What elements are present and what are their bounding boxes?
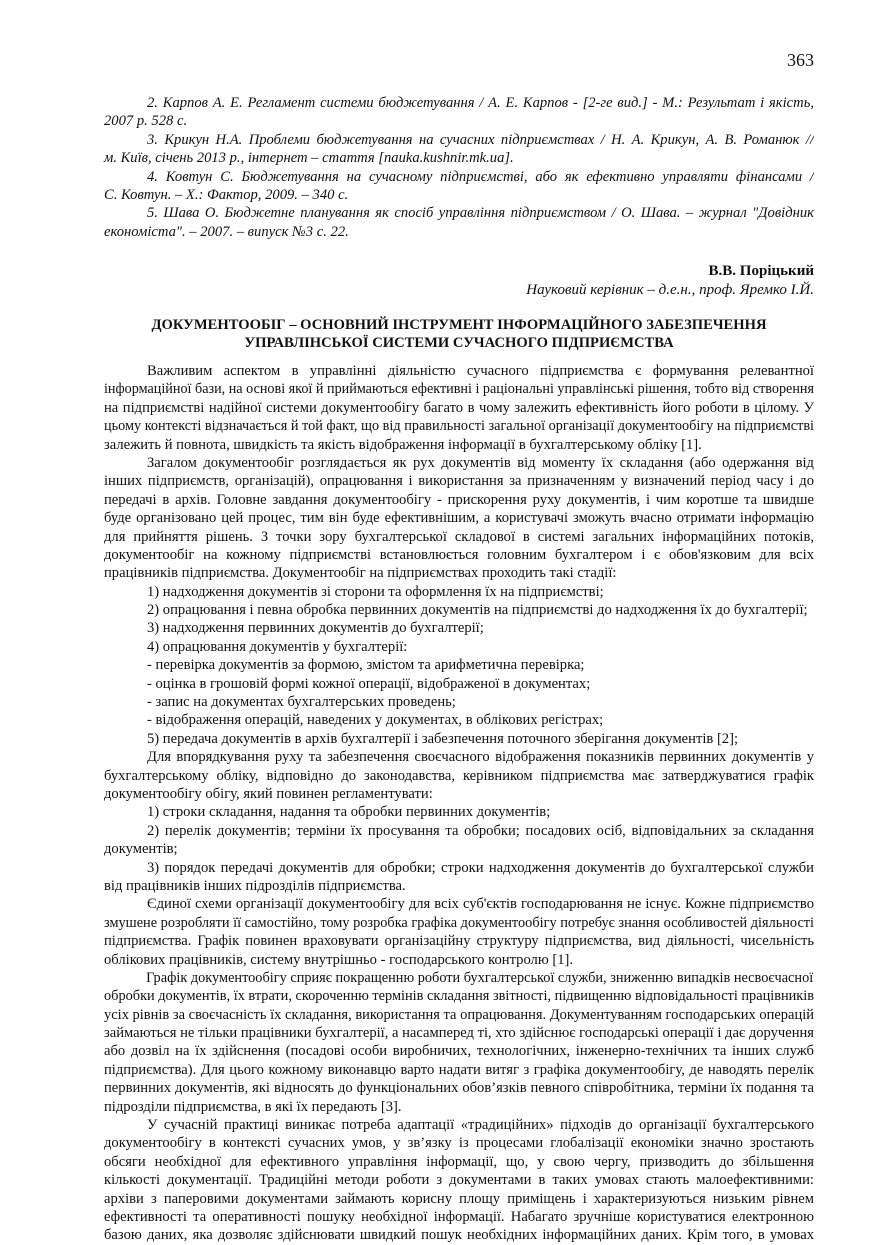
body-text-line: усіх рівнів за своєчасність їх складання, використання та опрацювання. Документуванням господарських операцій bbox=[104, 1006, 814, 1023]
body-text-line: інших підприємств, організацій), опрацювання і використання за призначенням у визначений період часу і до bbox=[104, 473, 814, 490]
body-text-line: бухгалтерському обліку, відповідно до законодавства, керівником підприємства має затверджуватися графік bbox=[104, 767, 814, 784]
body-text-line: документообігу в контексті сучасних умов, у зв’язку із процесами глобалізації економіки значно зростають bbox=[104, 1135, 814, 1152]
body-text-line: Єдиної схеми організації документообігу для всіх суб'єктів господарювання не існує. Кожне підприємство bbox=[147, 896, 814, 913]
reference-line: 2007 р. 528 с. bbox=[104, 113, 188, 130]
body-text-line: документообігу обігу, який повинен регламентувати: bbox=[104, 785, 433, 802]
reference-item bbox=[104, 168, 814, 205]
body-text-line: У сучасній практиці виникає потреба адаптації «традиційних» підходів до організації бухгалтерського bbox=[147, 1117, 814, 1134]
supervisor-line: Науковий керівник – д.е.н., проф. Яремко І.Й. bbox=[526, 282, 814, 298]
body-text-line: від працівників інших підрозділів підприємства. bbox=[104, 877, 406, 894]
body-text-line: інформаційної бази, на основі якої й приймаються ефективні і раціональні управлінські рішення, тобто від створення bbox=[104, 381, 815, 398]
body-text-line: змушене розробляти її самостійно, тому розробка графіка документообігу потребує знання особливостей діяльності bbox=[104, 914, 815, 931]
body-text-line: залежить й повнота, швидкість та якість відображення інформації в бухгалтерському обліку [1]. bbox=[104, 436, 702, 453]
body-text-line: Для впорядкування руху та забезпечення своєчасного відображення показників первинних документів у bbox=[147, 749, 814, 766]
body-text-line: - відображення операцій, наведених у документах, в облікових регістрах; bbox=[147, 712, 604, 729]
body-text-line: 1) строки складання, надання та обробки первинних документів; bbox=[147, 804, 551, 821]
body-text-line: - запис на документах бухгалтерських проведень; bbox=[147, 694, 456, 711]
body-text-line: 4) опрацювання документів у бухгалтерії: bbox=[147, 638, 408, 655]
title-line: УПРАВЛІНСЬКОЇ СИСТЕМИ СУЧАСНОГО ПІДПРИЄМСТВА bbox=[244, 335, 674, 351]
reference-item bbox=[104, 94, 814, 131]
body-text-line: 3) надходження первинних документів до бухгалтерії; bbox=[147, 620, 484, 637]
body-text-line: кількості документації. Традиційні методи роботи з документами в таких умовах стають малоефективними: bbox=[104, 1172, 814, 1189]
body-text-line: Важливим аспектом в управлінні діяльністю сучасного підприємства є формування релевантної bbox=[147, 363, 814, 379]
body-text-line: обробки документів, їх втрати, скороченню термінів складання звітності, підвищенню відповідальності працівників bbox=[104, 988, 815, 1005]
body-text-line: первинних документів, які відносять до функціональних обов’язків певного співробітника, терміни їх подання та bbox=[104, 1080, 814, 1097]
body-text-line: - перевірка документів за формою, змістом та арифметична перевірка; bbox=[147, 657, 585, 674]
body-text-line: цьому контексті відзначається й той факт, що від правильності загальної організації документообігу на підприємстві bbox=[104, 418, 815, 435]
body-text-line: буде організовано цей процес, тим він буде ефективнішим, а користувачі зможуть вчасно отримати інформацію bbox=[104, 510, 814, 527]
page-number: 363 bbox=[787, 50, 814, 70]
body-text-line: або дозвіл на їх здійснення (посадові особи виробничих, технологічних, інженерно-технічних та інших служб bbox=[104, 1043, 814, 1060]
reference-line: економіста". – 2007. – випуск №3 с. 22. bbox=[104, 223, 349, 240]
body-text-line: 3) порядок передачі документів для обробки; строки надходження документів до бухгалтерської служби bbox=[147, 859, 814, 876]
reference-line: С. Ковтун. – Х.: Фактор, 2009. – 340 с. bbox=[104, 186, 349, 203]
body-text-line: займаються не тільки працівники бухгалтерії, а насамперед ті, хто здійснює господарські операції і дає доручення bbox=[104, 1025, 814, 1042]
body-text-line: передачі в архів. Головне завдання документообігу - прискорення руху документів, і чим коротше та швидше bbox=[104, 491, 814, 508]
body-text-line: ефективності та оперативності пошуку необхідної інформації. Набагато зручніше користуватися електронною bbox=[104, 1208, 814, 1225]
body-text-line: працівників підприємства. Документообіг на підприємствах проходить такі стадії: bbox=[104, 565, 617, 582]
body-text-line: Графік документообігу сприяє покращенню роботи бухгалтерської служби, зниженню випадків несвоєчасної bbox=[146, 969, 814, 986]
body-text-line: на підприємстві надійної системи документообігу багато в чому залежить ефективність його роботи в цілому. У bbox=[104, 399, 814, 416]
body-text-line: документів; bbox=[104, 841, 178, 858]
body-text-line: документообіг на кожному підприємстві встановлюється головним бухгалтером і є обов'язковим для всіх bbox=[104, 546, 814, 563]
reference-line: 4. Ковтун С. Бюджетування на сучасному підприємстві, або як ефективно управляти фінансами / bbox=[147, 168, 814, 185]
reference-item bbox=[104, 204, 814, 241]
reference-list bbox=[104, 94, 814, 241]
reference-line: м. Київ, січень 2013 р., інтернет – стаття [nauka.kushnir.mk.ua]. bbox=[104, 150, 514, 167]
reference-line: 3. Крикун Н.А. Проблеми бюджетування на сучасних підприємствах / Н. А. Крикун, А. В. Романюк // bbox=[147, 131, 814, 148]
article-title bbox=[104, 316, 814, 352]
body-text-line: підприємства. Графік повинен враховувати організаційну структуру підприємства, вид діяльності, чисельність bbox=[104, 933, 814, 950]
body-text-line: 2) опрацювання і певна обробка первинних документів на підприємстві до надходження їх до бухгалтерії; bbox=[147, 602, 808, 619]
body-text-line: для прийняття рішень. З точки зору бухгалтерської складової в системі загальних інформаційних потоків, bbox=[104, 528, 814, 545]
body-text-line: Загалом документообіг розглядається як рух документів від моменту їх складання (або одержання від bbox=[147, 454, 814, 471]
article-body bbox=[104, 362, 814, 1245]
body-text-line: 5) передача документів в архів бухгалтерії і забезпечення поточного зберігання документів [2]; bbox=[147, 730, 739, 747]
body-text-line: підрозділи підприємства, в які їх передають [3]. bbox=[104, 1098, 402, 1115]
title-line: ДОКУМЕНТООБІГ – ОСНОВНИЙ ІНСТРУМЕНТ ІНФОРМАЦІЙНОГО ЗАБЕЗПЕЧЕННЯ bbox=[151, 317, 767, 333]
body-text-line: базою даних, яка дозволяє здійснювати швидкий пошук необхідних інформаційних даних. Крім того, в умовах bbox=[104, 1227, 814, 1244]
body-text-line: облікових працівників, систему внутрішньо - господарського контролю [1]. bbox=[104, 951, 574, 968]
body-text-line: підприємства). Для цього кожному виконавцю варто надати витяг з графіка документообігу, де наводять перелік bbox=[104, 1061, 814, 1078]
body-text-line: - оцінка в грошовій формі кожної операції, відображеної в документах; bbox=[147, 675, 591, 692]
body-text-line: 1) надходження документів зі сторони та оформлення їх на підприємстві; bbox=[147, 583, 604, 600]
author-name: В.В. Поріцький bbox=[708, 263, 814, 279]
body-text-line: архіви з паперовими документами займають корисну площу приміщень і характеризуються низьким рівнем bbox=[104, 1190, 814, 1207]
reference-item bbox=[104, 131, 814, 168]
body-text-line: обсяги необхідної для ефективного управління інформації, що, у свою чергу, призводить до збільшення bbox=[104, 1153, 814, 1170]
reference-line: 5. Шава О. Бюджетне планування як спосіб управління підприємством / О. Шава. – журнал "Довідник bbox=[147, 205, 814, 222]
body-text-line: 2) перелік документів; терміни їх просування та обробки; посадових осіб, відповідальних за складання bbox=[147, 822, 814, 839]
author-block bbox=[526, 262, 814, 300]
reference-line: 2. Карпов А. Е. Регламент системи бюджетування / А. Е. Карпов - [2-ге вид.] - М.: Результат і якість, bbox=[147, 95, 814, 111]
